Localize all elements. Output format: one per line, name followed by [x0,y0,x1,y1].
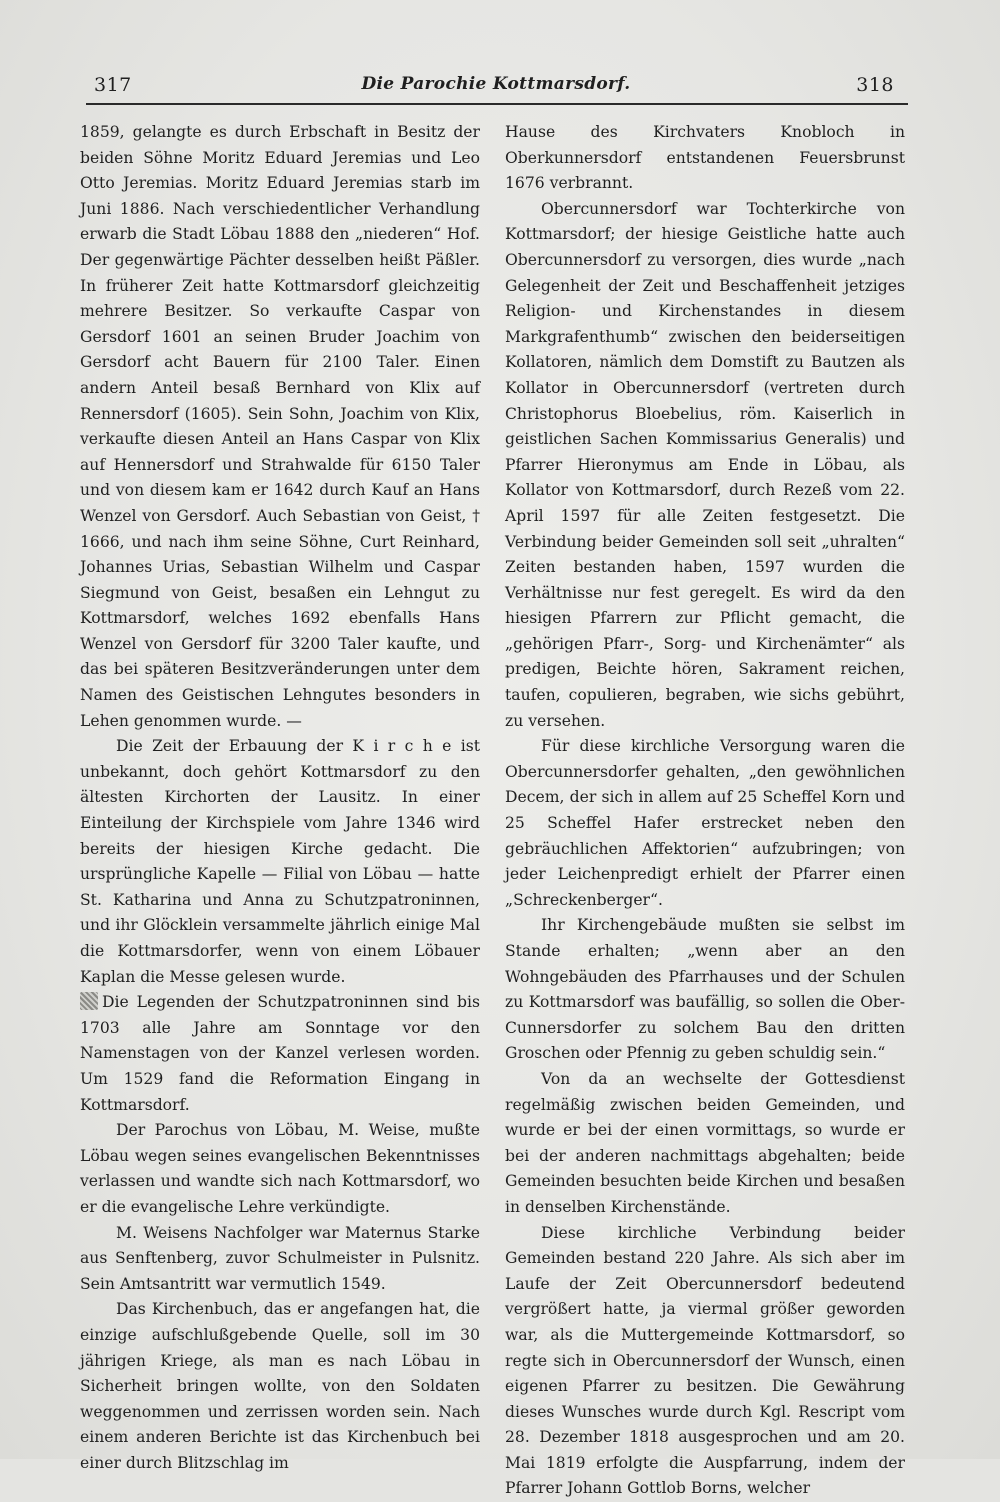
paragraph: M. Weisens Nachfolger war Maternus Starke aus Senftenberg, zuvor Schulmeister in Pulsnitz. Sein Amtsantritt war vermutlich 1549. [80,1223,480,1293]
paragraph: Obercunnersdorf war Tochterkirche von Kottmarsdorf; der hiesige Geistliche hatte auch Obercunnersdorf zu versorgen, dies wurde „nach Gelegenheit der Zeit und Beschaffenheit jetziges Religion- und Kirchenstandes in diesem Markgrafenthumb“ zwischen den beiderseitigen Kollatoren, nämlich dem Domstift zu Bautzen als Kollator in Obercunnersdorf (vertreten durch Christophorus Bloebelius, röm. Kaiserlich in geistlichen Sachen Kommissarius Generalis) und Pfarrer Hieronymus am Ende in Löbau, als Kollator von Kottmarsdorf, durch Rezeß vom 22. April 1597 für alle Zeiten festgesetzt. Die Verbindung beider Gemeinden soll seit „uhralten“ Zeiten bestanden haben, 1597 wurden die Verhältnisse nur fest geregelt. Es wird da den hiesigen Pfarrern zur Pflicht gemacht, die „gehörigen Pfarr-, Sorg- und Kirchenämter“ als predigen, Beichte hören, Sakrament reichen, taufen, copulieren, begraben, wie sichs gebührt, zu versehen. [505,199,905,730]
paragraph: Für diese kirchliche Versorgung waren die Obercunnersdorfer gehalten, „den gewöhnlichen Decem, der sich in allem auf 25 Scheffel Korn und 25 Scheffel Hafer erstrecket neben den gebräuchlichen Affektorien“ aufzubringen; von jeder Leichenpredigt erhielt der Pfarrer einen „Schreckenberger“. [505,737,905,909]
page-number-right: 318 [856,74,894,96]
left-column [80,120,480,1476]
paragraph: Die Zeit der Erbauung der K i r c h e ist unbekannt, doch gehört Kottmarsdorf zu den ältesten Kirchorten der Lausitz. In einer Einteilung der Kirchspiele vom Jahre 1346 wird bereits der hiesigen Kirche gedacht. Die ursprüngliche Kapelle — Filial von Löbau — hatte St. Katharina und Anna zu Schutzpatroninnen, und ihr Glöcklein versammelte jährlich einige Mal die Kottmarsdorfer, wenn von einem Löbauer Kaplan die Messe gelesen wurde. [80,737,480,986]
header-rule [86,103,908,105]
paragraph: 1859, gelangte es durch Erbschaft in Besitz der beiden Söhne Moritz Eduard Jeremias und Leo Otto Jeremias. Moritz Eduard Jeremias starb im Juni 1886. Nach verschiedentlicher Verhandlung erwarb die Stadt Löbau 1888 den „niederen“ Hof. Der gegenwärtige Pächter desselben heißt Päßler. In früherer Zeit hatte Kottmarsdorf gleichzeitig mehrere Besitzer. So verkaufte Caspar von Gersdorf 1601 an seinen Bruder Joachim von Gersdorf acht Bauern für 2100 Taler. Einen andern Anteil besaß Bernhard von Klix auf Rennersdorf (1605). Sein Sohn, Joachim von Klix, verkaufte diesen Anteil an Hans Caspar von Klix auf Hennersdorf und Strahwalde für 6150 Taler und von diesem kam er 1642 durch Kauf an Hans Wenzel von Gersdorf. Auch Sebastian von Geist, † 1666, und nach ihm seine Söhne, Curt Reinhard, Johannes Urias, Sebastian Wilhelm und Caspar Siegmund von Geist, besaßen ein Lehngut zu Kottmarsdorf, welches 1692 ebenfalls Hans Wenzel von Gersdorf für 3200 Taler kaufte, und das bei späteren Besitzveränderungen unter dem Namen des Geistischen Lehngutes besonders in Lehen genommen wurde. — [80,123,480,730]
paragraph: Der Parochus von Löbau, M. Weise, mußte Löbau wegen seines evangelischen Bekenntnisses verlassen und wandte sich nach Kottmarsdorf, wo er die evangelische Lehre verkündigte. [80,1121,480,1216]
paragraph-text: Die Legenden der Schutzpatroninnen sind bis 1703 alle Jahre am Sonntage vor den Namenstagen von der Kanzel verlesen worden. Um 1529 fand die Reformation Eingang in Kottmarsdorf. [80,993,480,1114]
paragraph-with-mark [80,990,480,1118]
library-stamp-icon [80,992,98,1010]
page-number-left: 317 [94,74,132,96]
running-title: Die Parochie Kottmarsdorf. [361,74,631,94]
paragraph: Das Kirchenbuch, das er angefangen hat, die einzige aufschlußgebende Quelle, soll im 30 jährigen Kriege, als man es nach Löbau in Sicherheit bringen wollte, von den Soldaten weggenommen und zerrissen worden sein. Nach einem anderen Berichte ist das Kirchenbuch bei einer durch Blitzschlag im [80,1300,480,1472]
paragraph: Von da an wechselte der Gottesdienst regelmäßig zwischen beiden Gemeinden, und wurde er bei der einen vormittags, so wurde er bei der anderen nachmittags abgehalten; beide Gemeinden besuchten beide Kirchen und besaßen in denselben Kirchenstände. [505,1069,905,1216]
paragraph: Hause des Kirchvaters Knobloch in Oberkunnersdorf entstandenen Feuersbrunst 1676 verbrannt. [505,123,905,193]
page-header [86,70,906,100]
paragraph: Ihr Kirchengebäude mußten sie selbst im Stande erhalten; „wenn aber an den Wohngebäuden des Pfarrhauses und der Schulen zu Kottmarsdorf was baufällig, so sollen die Ober-Cunnersdorfer zu solchem Bau den dritten Groschen oder Pfennig zu geben schuldig sein.“ [505,916,905,1063]
paragraph: Diese kirchliche Verbindung beider Gemeinden bestand 220 Jahre. Als sich aber im Laufe der Zeit Obercunnersdorf bedeutend vergrößert hatte, ja viermal größer geworden war, als die Muttergemeinde Kottmarsdorf, so regte sich in Obercunnersdorf der Wunsch, einen eigenen Pfarrer zu besitzen. Die Gewährung dieses Wunsches wurde durch Kgl. Rescript vom 28. Dezember 1818 ausgesprochen und am 20. Mai 1819 erfolgte die Auspfarrung, indem der Pfarrer Johann Gottlob Borns, welcher [505,1223,905,1498]
right-column [505,120,905,1502]
